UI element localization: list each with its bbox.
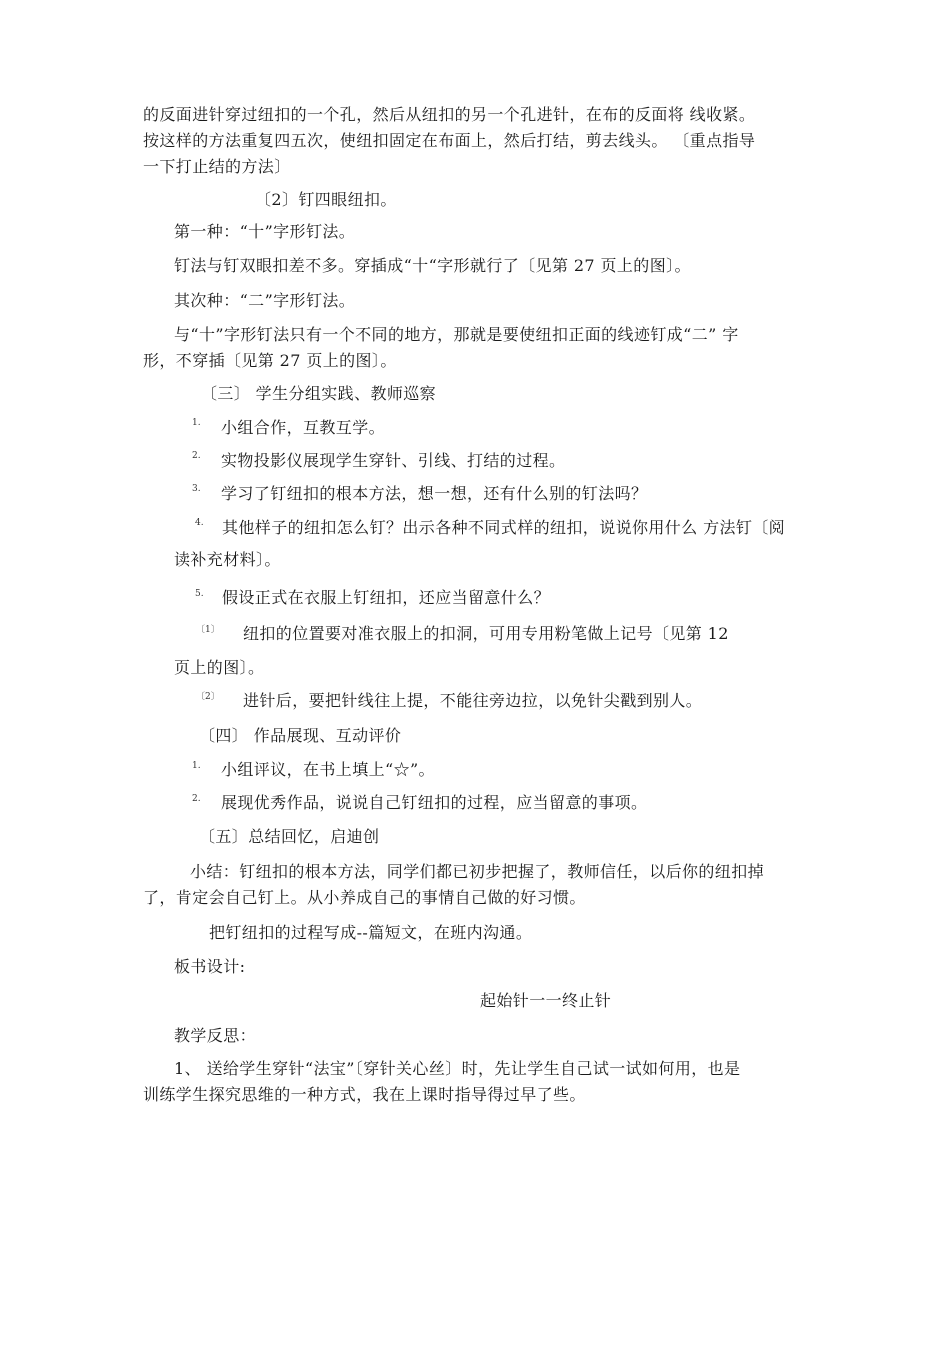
board-design-label: 板书设计: <box>174 957 246 976</box>
summary-line: 了，肯定会自己钉上。从小养成自己的事情自己做的好习惯。 <box>143 888 586 907</box>
summary-line: 小结：钉纽扣的根本方法，同学们都已初步把握了，教师信任，以后你的纽扣掉 <box>190 862 765 881</box>
section-heading: 〔五〕总结回忆，启迪创 <box>199 827 380 846</box>
list-item: 展现优秀作品，说说自己钉纽扣的过程，应当留意的事项。 <box>221 793 648 812</box>
sub-item-number: 〔1〕 <box>196 625 220 635</box>
list-item: 小组评议，在书上填上“☆”。 <box>221 760 435 779</box>
list-item: 假设正式在衣服上钉纽扣，还应当留意什么？ <box>222 588 551 607</box>
section-heading: 〔四〕 作品展现、互动评价 <box>199 726 402 745</box>
list-number: 2. <box>192 794 201 804</box>
method-heading: 其次种：“二”字形钉法。 <box>174 291 356 310</box>
sub-item-number: 〔2〕 <box>196 692 220 702</box>
method-description: 与“十”字形钉法只有一个不同的地方，那就是要使纽扣正面的线迹钉成“二” 字 <box>174 325 739 344</box>
paragraph-line: 的反面进针穿过纽扣的一个孔，然后从纽扣的另一个孔进针，在布的反面将 线收紧。 <box>143 105 756 124</box>
list-number: 4. <box>195 518 204 528</box>
homework-line: 把钉纽扣的过程写成--篇短文，在班内沟通。 <box>209 923 533 942</box>
list-number: 3. <box>192 484 201 494</box>
list-number: 1. <box>192 761 201 771</box>
reflection-label: 教学反思： <box>174 1026 257 1045</box>
reflection-line: 训练学生探究思维的一种方式，我在上课时指导得过早了些。 <box>143 1085 586 1104</box>
sub-item: 纽扣的位置要对准衣服上的扣洞，可用专用粉笔做上记号〔见第 12 <box>243 624 729 643</box>
method-description: 钉法与钉双眼扣差不多。穿插成“十“字形就行了〔见第 27 页上的图〕。 <box>174 256 691 275</box>
board-design-content: 起始针一一终止针 <box>480 991 612 1010</box>
method-description: 形，不穿插〔见第 27 页上的图〕。 <box>143 351 397 370</box>
list-item: 其他样子的纽扣怎么钉？出示各种不同式样的纽扣，说说你用什么 方法钉〔阅 <box>222 518 786 537</box>
list-number: 5. <box>195 589 204 599</box>
list-item: 小组合作，互教互学。 <box>221 418 386 437</box>
section-heading: 〔三〕 学生分组实践、教师巡察 <box>201 384 437 403</box>
paragraph-line: 按这样的方法重复四五次，使纽扣固定在布面上，然后打结，剪去线头。 〔重点指导 <box>143 131 756 150</box>
reflection-line: 1、 送给学生穿针“法宝”〔穿针关心丝〕时，先让学生自己试一试如何用，也是 <box>174 1059 741 1078</box>
sub-item: 进针后，要把针线往上提，不能往旁边拉，以免针尖戳到别人。 <box>243 691 703 710</box>
list-number: 2. <box>192 451 201 461</box>
sub-item: 页上的图〕。 <box>174 658 265 677</box>
paragraph-line: 一下打止结的方法〕 <box>143 157 291 176</box>
list-item: 学习了钉纽扣的根本方法，想一想，还有什么别的钉法吗？ <box>221 484 648 503</box>
subsection-title: 〔2〕钉四眼纽扣。 <box>255 190 397 209</box>
list-item: 读补充材料〕。 <box>174 550 281 569</box>
list-item: 实物投影仪展现学生穿针、引线、打结的过程。 <box>221 451 566 470</box>
method-heading: 第一种：“十”字形钉法。 <box>174 222 356 241</box>
list-number: 1. <box>192 418 201 428</box>
